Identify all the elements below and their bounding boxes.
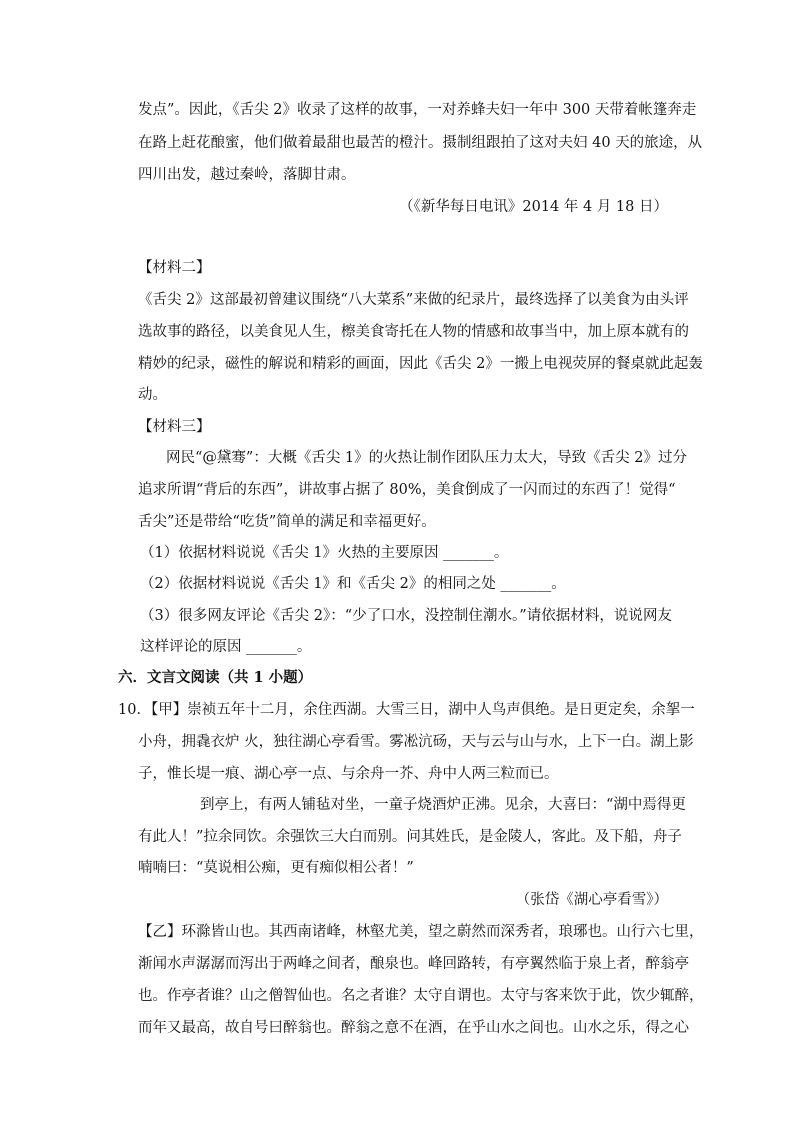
material1-source: （《新华每日电讯》2014 年 4 月 18 日） <box>399 199 668 215</box>
material3-line-3: 舌尖”还是带给“吃货”简单的满足和幸福更好。 <box>138 514 436 530</box>
material3-line-2: 追求所谓“背后的东西”，讲故事占据了 80%，美食倒成了一闪而过的东西了！觉得“ <box>138 482 676 498</box>
question-2: （2）依据材料说说《舌尖 1》和《舌尖 2》的相同之处 _______。 <box>140 576 566 592</box>
material2-line-4: 动。 <box>138 387 167 403</box>
q10-jia-line-2: 小舟，拥毳衣炉 火，独往湖心亭看雪。雾凇沆砀，天与云与山与水，上下一白。湖上影 <box>138 734 694 750</box>
question-3-line-1: （3）很多网友评论《舌尖 2》：“少了口水，没控制住潮水。”请依据材料，说说网友 <box>140 608 672 624</box>
q10-yi-line-3: 也。作亭者谁？山之僧智仙也。名之者谁？太守自谓也。太守与客来饮于此，饮少辄醉， <box>138 988 704 1004</box>
material3-line-1: 网民“@黛骞”：大概《舌尖 1》的火热让制作团队压力太大，导致《舌尖 2》过分 <box>166 450 687 466</box>
q10-jia-line-4: 到亭上，有两人铺毡对坐，一童子烧酒炉正沸。见余，大喜曰：“湖中焉得更 <box>200 797 686 813</box>
material1-line-2: 在路上赶花酿蜜，他们做着最甜也最苦的橙汁。摄制组跟拍了这对夫妇 40 天的旅途，从 <box>138 135 703 151</box>
material2-line-2: 选故事的路径，以美食见人生，檫美食寄托在人物的情感和故事当中，加上原本就有的 <box>138 324 689 340</box>
question-3-line-2: 这样评论的原因 _______。 <box>140 639 312 655</box>
q10-jia-line-1: 10．【甲】崇祯五年十二月，余住西湖。大雪三日，湖中人鸟声俱绝。是日更定矣，余挐一 <box>118 702 695 718</box>
q10-jia-line-6: 喃喃曰：“莫说相公痴，更有痴似相公者！” <box>138 860 414 876</box>
q10-jia-line-5: 有此人！”拉余同饮。余强饮三大白而别。问其姓氏，是金陵人，客此。及下船，舟子 <box>138 829 682 845</box>
material2-line-3: 精妙的纪录，磁性的解说和精彩的画面，因此《舌尖 2》一搬上电视荧屏的餐桌就此起轰 <box>138 356 703 372</box>
section-title: 六．文言文阅读（共 1 小题） <box>118 669 313 686</box>
q10-jia-line-3: 子，惟长堤一痕、湖心亭一点、与余舟一芥、舟中人两三粒而已。 <box>138 766 559 782</box>
question-1: （1）依据材料说说《舌尖 1》火热的主要原因 _______。 <box>140 545 509 561</box>
q10-jia-source: （张岱《湖心亭看雪》） <box>515 892 668 908</box>
q10-yi-line-4: 而年又最高，故自号曰醉翁也。醉翁之意不在酒，在乎山水之间也。山水之乐，得之心 <box>138 1020 689 1036</box>
material3-heading: 【材料三】 <box>138 419 211 435</box>
material1-line-1: 发点”。因此，《舌尖 2》收录了这样的故事，一对养蜂夫妇一年中 300 天带着帐篷奔走 <box>138 102 697 118</box>
q10-yi-line-2: 渐闻水声潺潺而泻出于两峰之间者，酿泉也。峰回路转，有亭翼然临于泉上者，醉翁亭 <box>138 956 689 972</box>
material2-heading: 【材料二】 <box>138 260 211 276</box>
q10-yi-line-1: 【乙】环滁皆山也。其西南诸峰，林壑尤美，望之蔚然而深秀者，琅琊也。山行六七里， <box>138 924 704 940</box>
material2-line-1: 《舌尖 2》这部最初曾建议围绕“八大菜系”来做的纪录片，最终选择了以美食为由头评 <box>138 292 689 308</box>
material1-line-3: 四川出发，越过秦岭，落脚甘肃。 <box>138 167 356 183</box>
